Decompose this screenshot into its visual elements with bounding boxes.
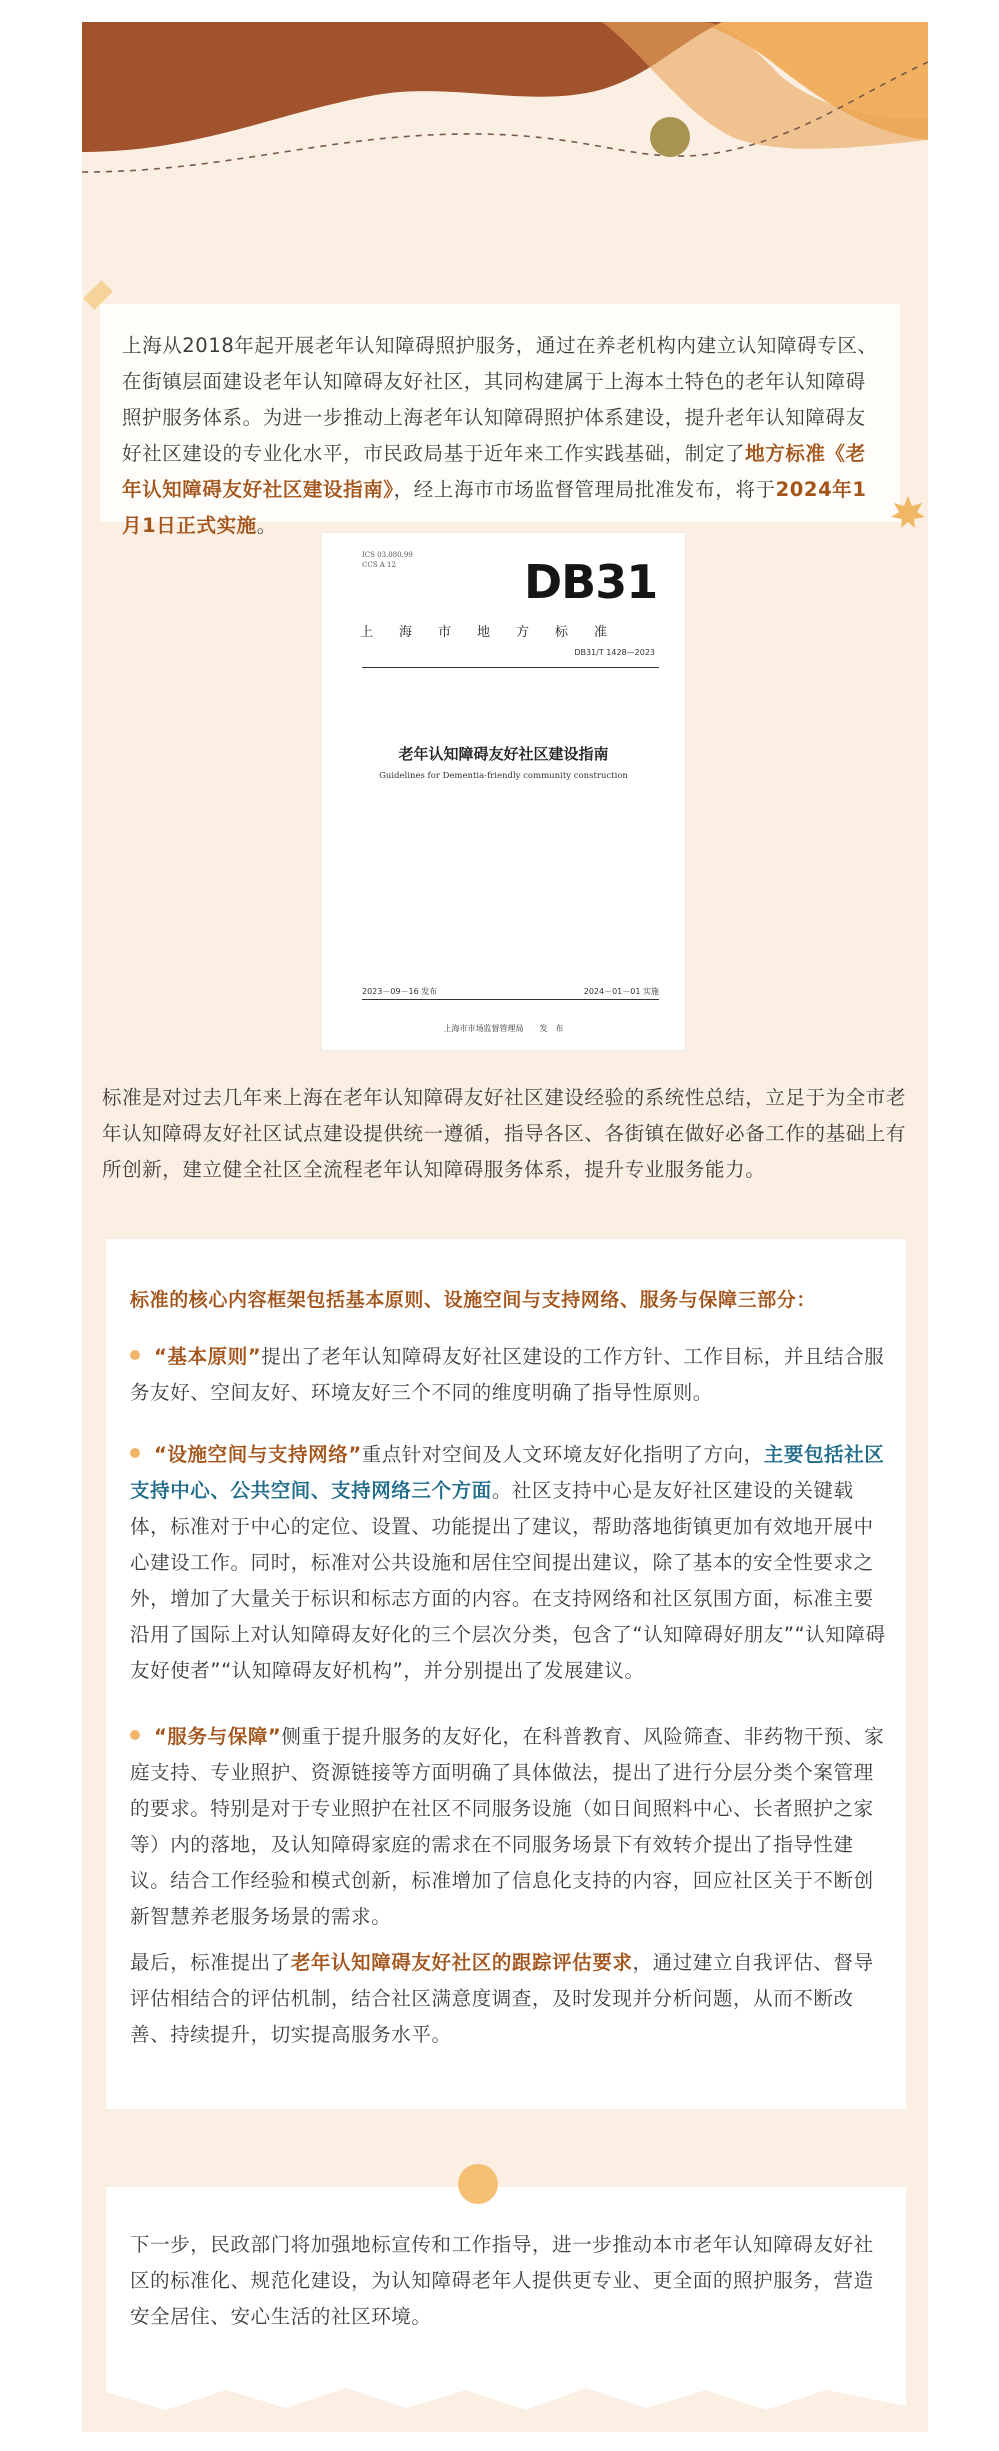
article-page <box>82 22 928 2432</box>
decorative-circle <box>458 2164 498 2204</box>
cover-ccs: CCS A 12 <box>362 561 396 569</box>
evaluation-paragraph <box>130 1945 890 2053</box>
next-steps-text: 下一步，民政部门将加强地标宣传和工作指导，进一步推动本市老年认知障碍友好社区的标准化、规范化建设，为认知障碍老年人提供更专业、更全面的照护服务，营造安全居住、安心生活的社区环境。 <box>130 2233 874 2328</box>
facility-text-b: 。社区支持中心是友好社区建设的关键载体，标准对于中心的定位、设置、功能提出了建议，帮助落地街镇更加有效地开展中心建设工作。同时，标准对公共设施和居住空间提出建议，除了基本的安全性要求之外，增加了大量关于标识和标志方面的内容。在支持网络和社区氛围方面，标准主要沿用了国际上对认知障碍友好化的三个层次分类，包含了“认知障碍好朋友”“认知障碍友好使者”“认知障碍友好机构”，并分别提出了发展建议。 <box>130 1479 886 1682</box>
cover-divider-top <box>362 667 659 668</box>
cover-standard-type: 上海市地方标准 <box>360 625 634 640</box>
cover-issuer: 上海市市场监督管理局 发 布 <box>443 1024 564 1033</box>
intro-text-1: 上海从2018年起开展老年认知障碍照护服务，通过在养老机构内建立认知障碍专区、在街镇层面建设老年认知障碍友好社区，其同构建属于上海本土特色的老年认知障碍照护服务体系。为进一步推动上海老年认知障碍照护体系建设，提升老年认知障碍友好社区建设的专业化水平，市民政局基于近年来工作实践基础，制定了 <box>122 334 878 465</box>
intro-text-3: 。 <box>256 514 277 537</box>
facility-title: “设施空间与支持网络” <box>154 1443 362 1466</box>
facility-text-a: 重点针对空间及人文环境友好化指明了方向， <box>361 1443 764 1466</box>
bullet-icon <box>130 1448 140 1458</box>
cover-publish-date: 2023－09－16 发布 <box>362 987 438 996</box>
intro-standard-name: 地方标准《老年认知障碍友好社区建设指南》 <box>122 442 866 501</box>
torn-edge-decoration <box>106 2382 906 2412</box>
cover-code: DB31 <box>524 555 658 609</box>
intro-paragraph <box>100 304 900 537</box>
summary-paragraph: 标准是对过去几年来上海在老年认知障碍友好社区建设经验的系统性总结，立足于为全市老年认知障碍友好社区试点建设提供统一遵循，指导各区、各街镇在做好必备工作的基础上有所创新，建立健全社区全流程老年认知障碍服务体系，提升专业服务能力。 <box>102 1086 907 1181</box>
cover-implement-date: 2024－01－01 实施 <box>583 987 659 996</box>
cover-divider-bottom <box>362 999 659 1000</box>
cover-title-en: Guidelines for Dementia-friendly community construction <box>379 771 628 781</box>
principle-paragraph <box>130 1339 890 1411</box>
evaluation-text-b: ，通过建立自我评估、督导评估相结合的评估机制，结合社区满意度调查，及时发现并分析问题，从而不断改善、持续提升，切实提高服务水平。 <box>130 1951 874 2046</box>
principle-text: 提出了老年认知障碍友好社区建设的工作方针、工作目标，并且结合服务友好、空间友好、环境友好三个不同的维度明确了指导性原则。 <box>130 1345 885 1404</box>
maple-leaf-icon <box>888 492 928 532</box>
core-heading: 标准的核心内容框架包括基本原则、设施空间与支持网络、服务与保障三部分： <box>130 1289 817 1311</box>
standard-cover-image <box>322 533 685 1050</box>
bullet-icon <box>130 1730 140 1740</box>
facility-paragraph <box>130 1437 890 1689</box>
core-content-card <box>106 1239 906 2109</box>
service-paragraph <box>130 1719 890 1935</box>
cover-standard-number: DB31/T 1428—2023 <box>574 648 655 657</box>
service-title: “服务与保障” <box>154 1725 282 1748</box>
next-steps-card <box>106 2187 906 2412</box>
cover-ics: ICS 03.080.99 <box>362 551 413 559</box>
intro-effective-date: 2024年1月1日正式实施 <box>122 478 867 537</box>
evaluation-highlight: 老年认知障碍友好社区的跟踪评估要求 <box>290 1951 633 1974</box>
intro-text-2: ，经上海市市场监督管理局批准发布，将于 <box>393 478 776 501</box>
header-wave-banner <box>82 22 928 197</box>
bullet-icon <box>130 1350 140 1360</box>
facility-highlight: 主要包括社区支持中心、公共空间、支持网络三个方面 <box>130 1443 885 1502</box>
cover-title-cn: 老年认知障碍友好社区建设指南 <box>398 745 609 763</box>
service-text: 侧重于提升服务的友好化，在科普教育、风险筛查、非药物干预、家庭支持、专业照护、资源链接等方面明确了具体做法，提出了进行分层分类个案管理的要求。特别是对于专业照护在社区不同服务设施（如日间照料中心、长者照护之家等）内的落地，及认知障碍家庭的需求在不同服务场景下有效转介提出了指导性建议。结合工作经验和模式创新，标准增加了信息化支持的内容，回应社区关于不断创新智慧养老服务场景的需求。 <box>130 1725 885 1928</box>
evaluation-text-a: 最后，标准提出了 <box>130 1951 291 1974</box>
principle-title: “基本原则” <box>154 1345 262 1368</box>
